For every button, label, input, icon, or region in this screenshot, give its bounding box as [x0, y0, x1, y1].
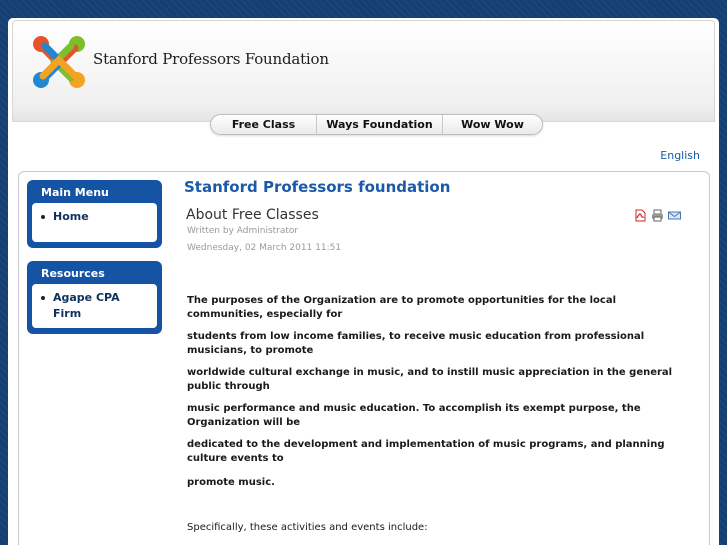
- article-icons: [634, 207, 681, 220]
- article-paragraph: The purposes of the Organization are to promote opportunities for the local communities, especially for: [187, 295, 617, 320]
- site-name[interactable]: Stanford Professors Foundation: [93, 50, 329, 68]
- menu-item-home[interactable]: Home: [38, 209, 151, 225]
- site-header: [12, 20, 715, 122]
- page-container: [8, 18, 719, 545]
- resources-module: [27, 261, 162, 334]
- article-paragraph: promote music.: [187, 477, 275, 488]
- article-paragraph: dedicated to the development and implementation of music programs, and planning culture events to: [187, 439, 665, 464]
- main-menu-box: [32, 203, 157, 242]
- nav-item-free-class[interactable]: Free Class: [211, 115, 317, 134]
- joomla-logo-icon[interactable]: [31, 34, 87, 90]
- content-heading: Stanford Professors foundation: [184, 178, 451, 196]
- resources-title: Resources: [41, 267, 105, 280]
- article-paragraph: students from low income families, to receive music education from professional musicians, to promote: [187, 331, 645, 356]
- article-title: About Free Classes: [186, 207, 319, 223]
- article-date: Wednesday, 02 March 2011 11:51: [187, 243, 342, 253]
- activities-intro: Specifically, these activities and events include:: [187, 522, 428, 533]
- article-paragraph: worldwide cultural exchange in music, and to instill music appreciation in the general public through: [187, 367, 673, 392]
- article-paragraph: music performance and music education. To accomplish its exempt purpose, the Organization will be: [187, 403, 641, 428]
- main-content: [184, 178, 704, 533]
- main-menu-module: [27, 180, 162, 248]
- main-menu-title: Main Menu: [41, 186, 109, 199]
- email-icon[interactable]: [668, 207, 681, 220]
- top-navigation: [210, 114, 543, 135]
- print-icon[interactable]: [651, 207, 664, 220]
- article-author: Written by Administrator: [187, 226, 299, 236]
- nav-item-wow-wow[interactable]: Wow Wow: [461, 118, 524, 131]
- resource-item-agape-cpa-firm[interactable]: Agape CPA Firm: [38, 290, 151, 322]
- language-link-english[interactable]: English: [660, 149, 700, 162]
- pdf-icon[interactable]: [634, 207, 647, 220]
- nav-item-ways-foundation[interactable]: Ways Foundation: [317, 115, 443, 134]
- resources-box: [32, 284, 157, 328]
